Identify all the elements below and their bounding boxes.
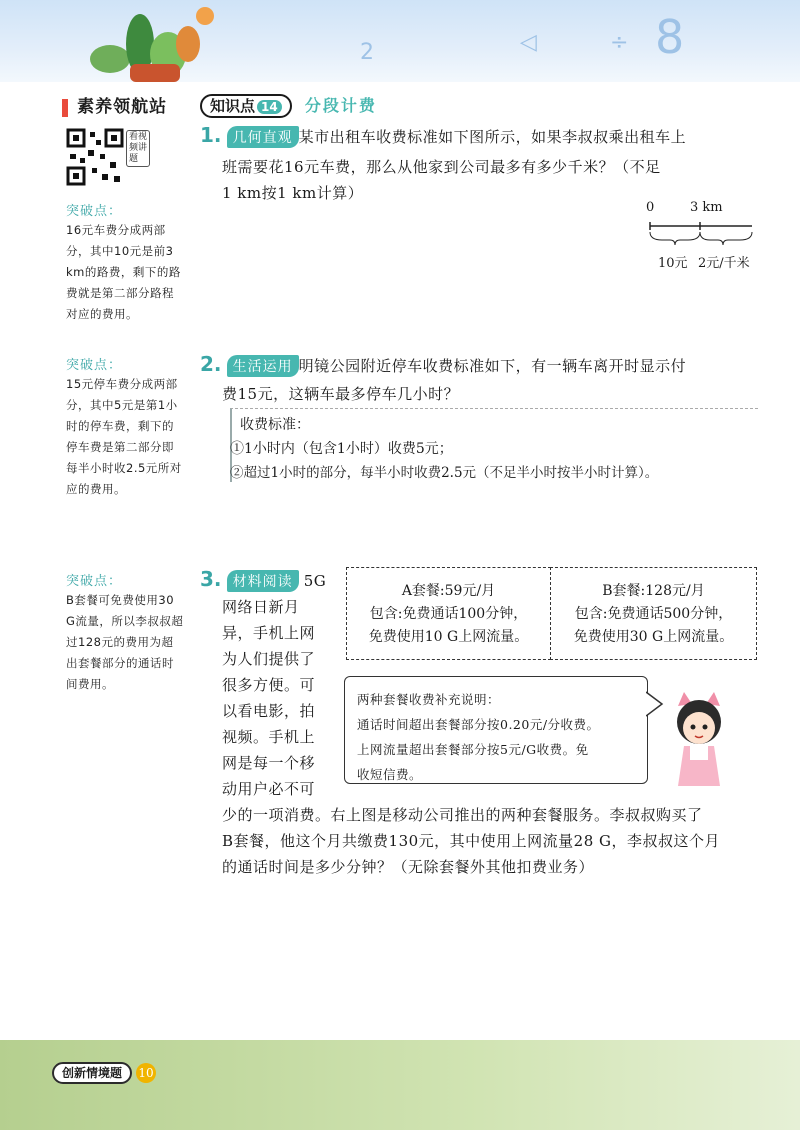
plan-a-name: A套餐:59元/月	[401, 583, 496, 599]
question-text: 某市出租车收费标准如下图所示，如果李叔叔乘出租车上	[298, 128, 687, 146]
hint-text: B套餐可免费使用30 G流量，所以李叔叔超过128元的费用为超出套餐部分的通话时间费用。	[66, 593, 184, 691]
question-text: 动用户必不可	[222, 780, 316, 798]
divide-icon: ÷	[610, 30, 629, 55]
speech-bubble	[344, 676, 648, 784]
sidebar-title: 素养领航站	[77, 97, 168, 117]
plan-a-line: 包含:免费通话100分钟，	[369, 606, 528, 622]
question-text: 网络日新月	[222, 598, 300, 616]
knowledge-point-number: 14	[257, 100, 282, 114]
footer-badge	[52, 1062, 156, 1083]
hint-label: 突破点：	[66, 204, 123, 219]
question-text: 为人们提供了	[222, 650, 316, 668]
bubble-line: 收短信费。	[357, 767, 423, 782]
footer-tag: 创新情境题	[52, 1062, 132, 1084]
plan-a-box	[346, 567, 551, 660]
question-text: 网是每一个移	[222, 754, 316, 772]
fee-box-title: 收费标准：	[240, 417, 310, 433]
hint-text: 15元停车费分成两部分，其中5元是第1小时的停车费，剩下的停车费是第二部分即每半小时收2.5元所对应的费用。	[66, 377, 182, 496]
knowledge-point-badge	[200, 93, 377, 116]
question-text: 异，手机上网	[222, 624, 316, 642]
bubble-line: 上网流量超出套餐部分按5元/G收费。免	[357, 742, 589, 757]
hint-label: 突破点：	[66, 358, 123, 373]
bookmark-icon	[62, 99, 68, 117]
bubble-tail	[646, 690, 666, 720]
question-tag: 材料阅读	[227, 570, 299, 592]
deco-digit: 8	[655, 10, 685, 64]
hint-text: 16元车费分成两部分，其中10元是前3 km的路费，剩下的路费就是第二部分路程对应的费用。	[66, 223, 181, 321]
plan-b-line: 包含:免费通话500分钟，	[574, 606, 733, 622]
question-text: 以看电影，拍	[222, 702, 316, 720]
question-number: 1.	[200, 123, 222, 147]
question-text: 很多方便。可	[222, 676, 316, 694]
plan-b-box	[550, 567, 757, 660]
diagram-rate-label: 2元/千米	[698, 256, 750, 271]
diagram-mark-label: 3 km	[690, 200, 723, 215]
bubble-title: 两种套餐收费补充说明：	[357, 692, 501, 707]
diagram-start-label: 0	[646, 200, 655, 215]
sidebar-header	[62, 92, 167, 117]
question-1	[200, 122, 686, 152]
triangle-icon: ◁	[520, 30, 537, 55]
question-text: 的通话时间是多少分钟？（无除套餐外其他扣费业务）	[222, 858, 595, 876]
fee-rule-1: ①1小时内（包含1小时）收费5元；	[230, 441, 453, 457]
footer-banner	[0, 1040, 800, 1130]
girl-character-illustration	[664, 690, 734, 790]
hint-label: 突破点：	[66, 574, 123, 589]
diagram-fee-label: 10元	[658, 256, 688, 271]
deco-digit: 2	[360, 40, 374, 65]
question-text: 5G	[303, 572, 327, 590]
knowledge-point-title: 分段计费	[304, 96, 377, 115]
page-number: 10	[136, 1063, 156, 1083]
question-text: 明镜公园附近停车收费标准如下，有一辆车离开时显示付	[298, 357, 687, 375]
question-number: 3.	[200, 567, 222, 591]
bubble-line: 通话时间超出套餐部分按0.20元/分收费。	[357, 717, 600, 732]
qr-video-label[interactable]: 看视频讲题	[126, 130, 150, 167]
question-2	[200, 351, 686, 381]
plan-a-line: 免费使用10 G上网流量。	[368, 629, 529, 645]
question-text: 视频。手机上	[222, 728, 316, 746]
distance-line-diagram	[648, 220, 754, 248]
question-text: 费15元，这辆车最多停车几小时？	[222, 385, 460, 403]
knowledge-point-label: 知识点	[210, 97, 256, 115]
question-text: 少的一项消费。右上图是移动公司推出的两种套餐服务。李叔叔购买了	[222, 806, 703, 824]
plan-b-name: B套餐:128元/月	[602, 583, 705, 599]
question-text: 班需要花16元车费，那么从他家到公司最多有多少千米？（不足	[222, 158, 661, 176]
plan-b-line: 免费使用30 G上网流量。	[573, 629, 734, 645]
question-number: 2.	[200, 352, 222, 376]
question-tag: 几何直观	[227, 126, 299, 148]
plant-illustration	[80, 4, 220, 84]
fee-rule-2: ②超过1小时的部分，每半小时收费2.5元（不足半小时按半小时计算）。	[230, 465, 659, 481]
question-text: B套餐，他这个月共缴费130元，其中使用上网流量28 G，李叔叔这个月	[222, 832, 720, 850]
question-tag: 生活运用	[227, 355, 299, 377]
question-text: 1 km按1 km计算）	[222, 184, 364, 202]
qr-code-icon[interactable]	[66, 128, 124, 186]
